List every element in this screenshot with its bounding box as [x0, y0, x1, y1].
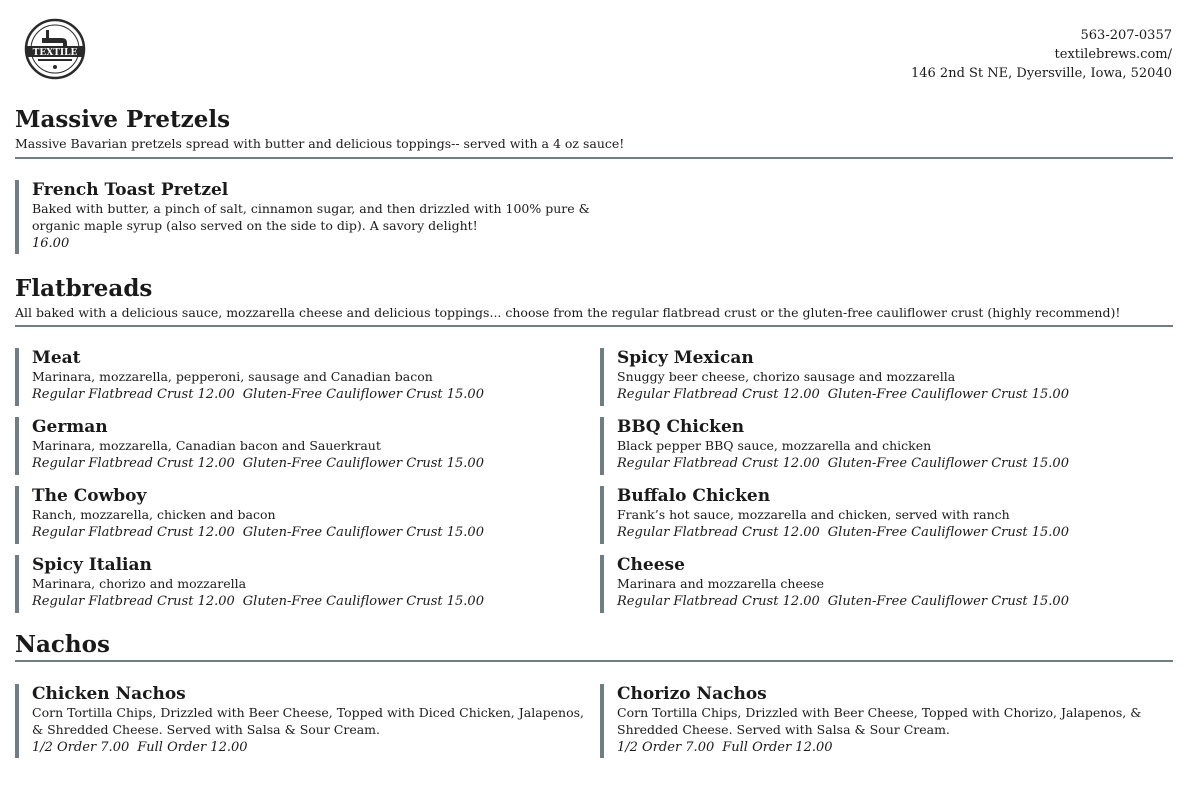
- menu-item-chicken-nachos: [15, 684, 592, 758]
- price-regular: Regular Flatbread Crust 12.00: [32, 525, 235, 540]
- price-gluten-free: Gluten-Free Cauliflower Crust 15.00: [242, 525, 484, 540]
- item-name: Buffalo Chicken: [617, 486, 771, 506]
- price-regular: Regular Flatbread Crust 12.00: [617, 594, 820, 609]
- item-prices: [32, 592, 592, 612]
- menu-item-cheese: [600, 555, 1177, 613]
- price-gluten-free: Gluten-Free Cauliflower Crust 15.00: [242, 387, 484, 402]
- item-name: Spicy Mexican: [617, 348, 754, 368]
- item-description: Marinara, mozzarella, Canadian bacon and Sauerkraut: [32, 438, 381, 453]
- item-description: Ranch, mozzarella, chicken and bacon: [32, 507, 276, 522]
- price-regular: Regular Flatbread Crust 12.00: [32, 594, 235, 609]
- item-description: Corn Tortilla Chips, Drizzled with Beer Cheese, Topped with Diced Chicken, Jalapenos, & Shredded Cheese. Served with Salsa & Sour Cream.: [32, 705, 585, 737]
- menu-item-meat: [15, 348, 592, 406]
- price-full-order: Full Order 12.00: [722, 740, 833, 755]
- price-regular: Regular Flatbread Crust 12.00: [32, 387, 235, 402]
- item-prices: [617, 523, 1177, 543]
- section-title: Massive Pretzels: [15, 106, 231, 133]
- item-prices: [617, 385, 1177, 405]
- item-description: Black pepper BBQ sauce, mozzarella and chicken: [617, 438, 932, 453]
- item-description: Frank’s hot sauce, mozzarella and chicken, served with ranch: [617, 507, 1010, 522]
- item-price: 16.00: [32, 236, 70, 251]
- price-regular: Regular Flatbread Crust 12.00: [617, 456, 820, 471]
- item-prices: [32, 385, 592, 405]
- section-description: All baked with a delicious sauce, mozzarella cheese and delicious toppings... choose from the regular flatbread crust or the gluten-free cauliflower crust (highly recommend)!: [15, 305, 1121, 320]
- item-name: German: [32, 417, 108, 437]
- item-prices: [617, 738, 1157, 758]
- price-gluten-free: Gluten-Free Cauliflower Crust 15.00: [242, 594, 484, 609]
- section-pretzels: [15, 106, 1173, 152]
- item-name: The Cowboy: [32, 486, 147, 506]
- item-name: BBQ Chicken: [617, 417, 745, 437]
- item-prices: [617, 454, 1177, 474]
- menu-item-bbq-chicken: [600, 417, 1177, 475]
- menu-item-the-cowboy: [15, 486, 592, 544]
- item-prices: [617, 592, 1177, 612]
- section-title: Flatbreads: [15, 275, 153, 302]
- price-regular: Regular Flatbread Crust 12.00: [32, 456, 235, 471]
- section-divider: [15, 325, 1173, 327]
- price-half-order: 1/2 Order 7.00: [617, 740, 715, 755]
- menu-item-spicy-mexican: [600, 348, 1177, 406]
- item-name: Spicy Italian: [32, 555, 152, 575]
- item-description: Baked with butter, a pinch of salt, cinnamon sugar, and then drizzled with 100% pure & organic maple syrup (also served on the side to dip). A savory delight!: [32, 201, 590, 233]
- menu-item-spicy-italian: [15, 555, 592, 613]
- menu-item-buffalo-chicken: [600, 486, 1177, 544]
- price-regular: Regular Flatbread Crust 12.00: [617, 525, 820, 540]
- section-nachos: [15, 631, 1173, 659]
- price-gluten-free: Gluten-Free Cauliflower Crust 15.00: [827, 387, 1069, 402]
- item-name: Meat: [32, 348, 81, 368]
- price-full-order: Full Order 12.00: [137, 740, 248, 755]
- item-name: Chorizo Nachos: [617, 684, 767, 704]
- price-regular: Regular Flatbread Crust 12.00: [617, 387, 820, 402]
- item-description: Marinara, chorizo and mozzarella: [32, 576, 247, 591]
- item-prices: [32, 454, 592, 474]
- textile-logo: [24, 18, 86, 80]
- item-description: Marinara and mozzarella cheese: [617, 576, 825, 591]
- website-link[interactable]: textilebrews.com/: [1054, 47, 1172, 62]
- item-description: Corn Tortilla Chips, Drizzled with Beer Cheese, Topped with Chorizo, Jalapenos, & Shredded Cheese. Served with Salsa & Sour Cream.: [617, 705, 1142, 737]
- price-gluten-free: Gluten-Free Cauliflower Crust 15.00: [827, 594, 1069, 609]
- menu-item-german: [15, 417, 592, 475]
- item-description: Marinara, mozzarella, pepperoni, sausage and Canadian bacon: [32, 369, 433, 384]
- menu-item-chorizo-nachos: [600, 684, 1157, 758]
- price-gluten-free: Gluten-Free Cauliflower Crust 15.00: [242, 456, 484, 471]
- section-divider: [15, 660, 1173, 662]
- item-prices: [32, 738, 592, 758]
- item-name: Cheese: [617, 555, 685, 575]
- menu-item-french-toast-pretzel: [15, 180, 592, 254]
- section-divider: [15, 157, 1173, 159]
- item-description: Snuggy beer cheese, chorizo sausage and mozzarella: [617, 369, 956, 384]
- contact-info: [911, 26, 1172, 83]
- item-name: Chicken Nachos: [32, 684, 186, 704]
- section-flatbreads: [15, 275, 1173, 321]
- item-prices: [32, 523, 592, 543]
- address: 146 2nd St NE, Dyersville, Iowa, 52040: [910, 66, 1172, 81]
- price-half-order: 1/2 Order 7.00: [32, 740, 130, 755]
- header: [0, 0, 1200, 90]
- item-name: French Toast Pretzel: [32, 180, 229, 200]
- price-gluten-free: Gluten-Free Cauliflower Crust 15.00: [827, 525, 1069, 540]
- phone-number: 563-207-0357: [1080, 28, 1172, 43]
- logo-text: TEXTILE: [32, 48, 78, 58]
- price-gluten-free: Gluten-Free Cauliflower Crust 15.00: [827, 456, 1069, 471]
- section-title: Nachos: [15, 631, 110, 658]
- section-description: Massive Bavarian pretzels spread with butter and delicious toppings-- served with a 4 oz sauce!: [15, 136, 625, 151]
